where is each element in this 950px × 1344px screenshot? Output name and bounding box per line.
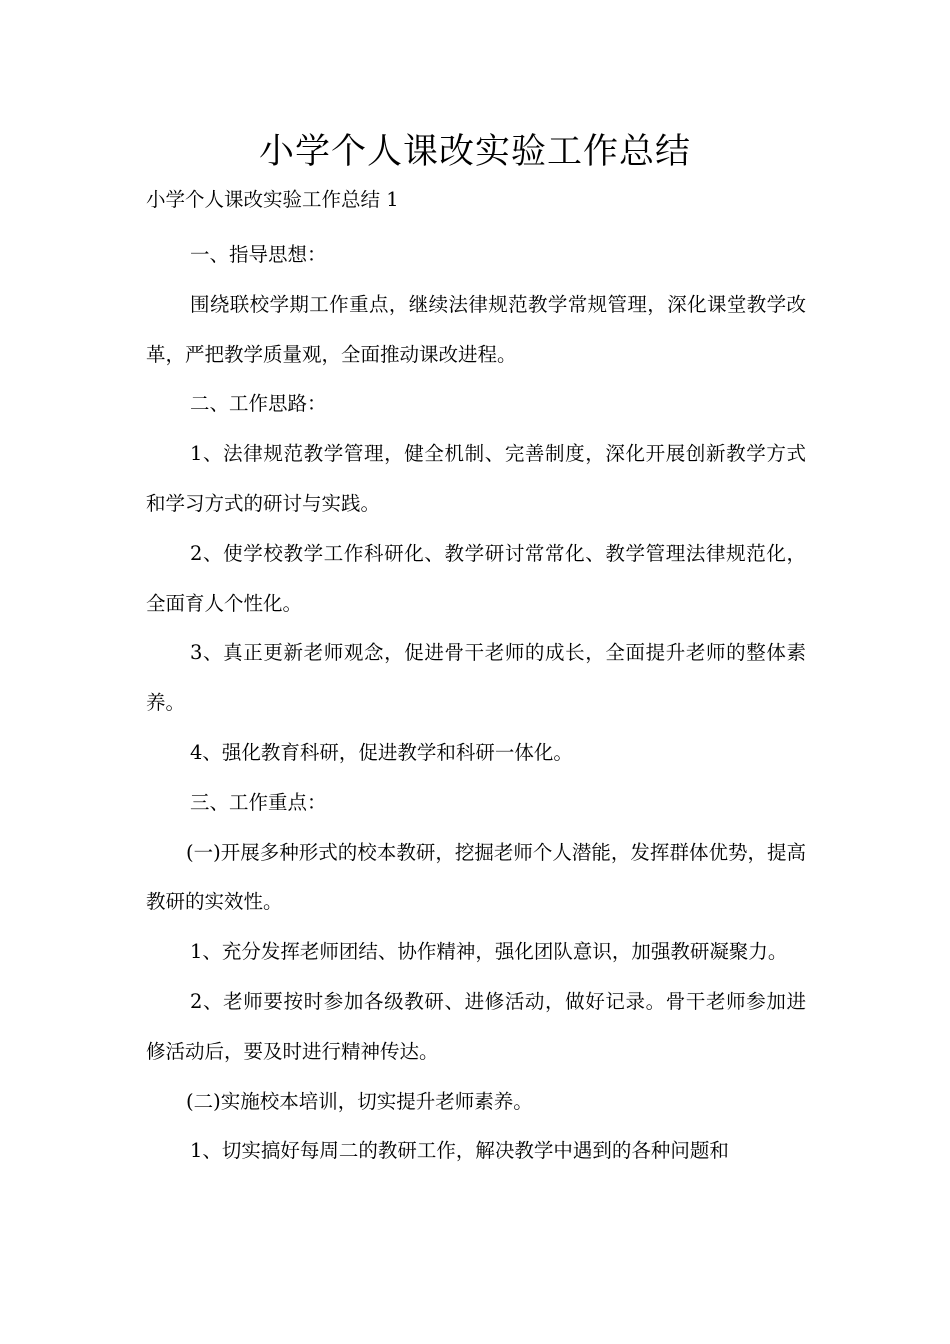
paragraph: 围绕联校学期工作重点，继续法律规范教学常规管理，深化课堂教学改革，严把教学质量观，全面推动课改进程。 (146, 292, 806, 366)
document-subtitle: 小学个人课改实验工作总结 1 (146, 188, 399, 211)
document-body (146, 230, 806, 1176)
section-heading-work-focus: 三、工作重点： (190, 790, 327, 814)
subsection-heading: (二)实施校本培训，切实提升老师素养。 (186, 1089, 533, 1113)
paragraph: 1、充分发挥老师团结、协作精神，强化团队意识，加强教研凝聚力。 (190, 940, 788, 964)
section-heading-work-ideas: 二、工作思路： (190, 392, 327, 416)
paragraph: 3、真正更新老师观念，促进骨干老师的成长，全面提升老师的整体素养。 (146, 641, 806, 715)
paragraph: 2、使学校教学工作科研化、教学研讨常常化、教学管理法律规范化，全面育人个性化。 (146, 541, 806, 615)
document-title: 小学个人课改实验工作总结 (258, 132, 691, 172)
subsection-heading: (一)开展多种形式的校本教研，挖掘老师个人潜能，发挥群体优势，提高教研的实效性。 (146, 840, 806, 914)
paragraph: 2、老师要按时参加各级教研、进修活动，做好记录。骨干老师参加进修活动后，要及时进行精神传达。 (146, 989, 806, 1063)
paragraph: 1、切实搞好每周二的教研工作，解决教学中遇到的各种问题和 (190, 1139, 729, 1163)
paragraph: 4、强化教育科研，促进教学和科研一体化。 (190, 740, 573, 764)
section-heading-guiding-thought: 一、指导思想： (190, 243, 327, 266)
paragraph: 1、法律规范教学管理，健全机制、完善制度，深化开展创新教学方式和学习方式的研讨与实践。 (146, 442, 806, 515)
